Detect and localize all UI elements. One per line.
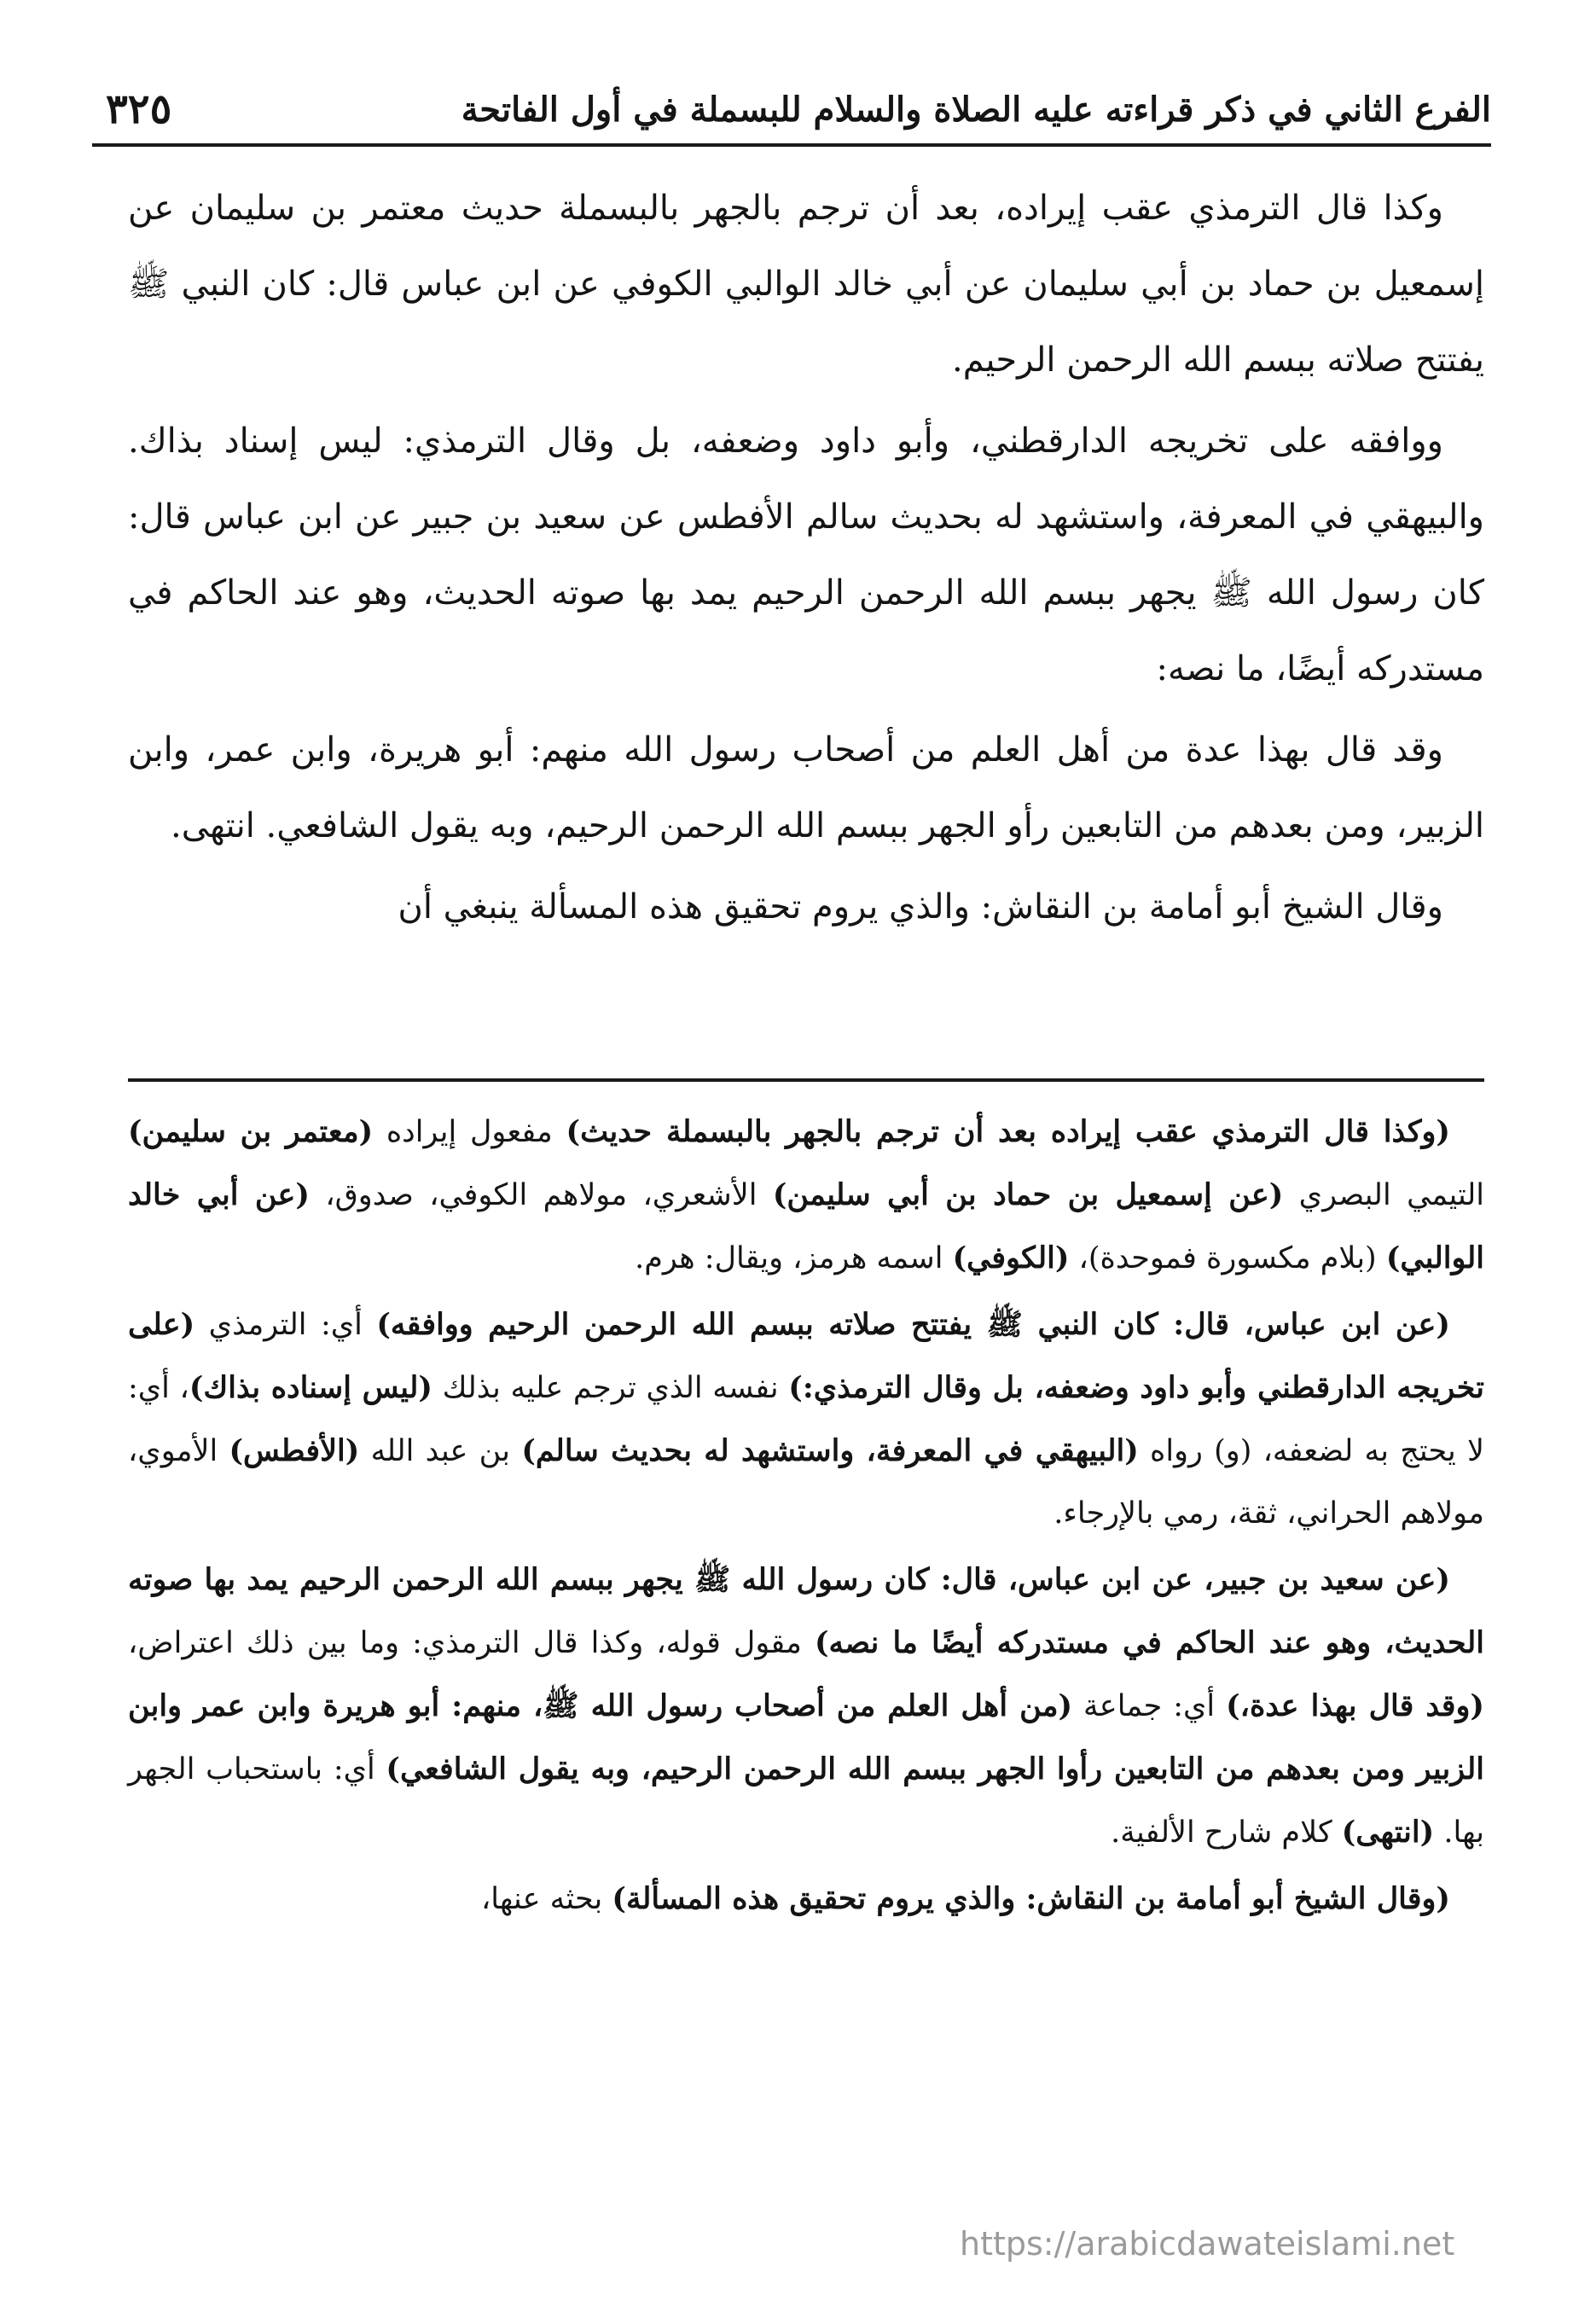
quoted-text: (الأفطس) <box>229 1433 360 1468</box>
page-header <box>92 75 1491 143</box>
quoted-text: (عن ابن عباس، قال: كان النبي ﷺ يفتتح صلاته ببسم الله الرحمن الرحيم ووافقه) <box>376 1307 1450 1342</box>
running-title: الفرع الثاني في ذكر قراءته عليه الصلاة والسلام للبسملة في أول الفاتحة <box>461 89 1491 130</box>
commentary-text-run: كلام شارح الألفية. <box>1111 1816 1342 1850</box>
header-rule <box>92 143 1491 147</box>
commentary-text-run: أي: باستحباب الجهر بها. <box>128 1752 1484 1850</box>
quoted-text: (عن أبي خالد الوالبي) <box>128 1177 1484 1275</box>
quoted-text: (انتهى) <box>1341 1815 1435 1850</box>
quoted-text: (وقد قال بهذا عدة،) <box>1226 1688 1484 1723</box>
quoted-text: (عن سعيد بن جبير، عن ابن عباس، قال: كان رسول الله ﷺ يجهر ببسم الله الرحمن الرحيم يمد بها صوته الحديث، وهو عند الحاكم في مستدركه أيضًا ما نصه) <box>128 1562 1484 1660</box>
commentary-text-run: مقول قوله، وكذا قال الترمذي: وما بين ذلك اعتراض، <box>128 1626 815 1660</box>
quoted-text: (من أهل العلم من أصحاب رسول الله ﷺ، منهم: أبو هريرة وابن عمر وابن الزبير ومن بعدهم من التابعين رأوا الجهر ببسم الله الرحمن الرحيم، وبه يقول الشافعي) <box>128 1688 1484 1787</box>
commentary-paragraph <box>128 1548 1484 1864</box>
footnote-separator <box>128 1078 1484 1082</box>
main-paragraph: ووافقه على تخريجه الدارقطني، وأبو داود وضعفه، بل وقال الترمذي: ليس إسناد بذاك. والبيهقي في المعرفة، واستشهد له بحديث سالم الأفطس عن سعيد بن جبير عن ابن عباس قال: كان رسول الله ﷺ يجهر ببسم الله الرحمن الرحيم يمد بها صوته الحديث، وهو عند الحاكم في مستدركه أيضًا، ما نصه: <box>128 421 1484 688</box>
quoted-text: (عن إسمعيل بن حماد بن أبي سليمن) <box>772 1177 1284 1212</box>
main-paragraph: وكذا قال الترمذي عقب إيراده، بعد أن ترجم بالجهر بالبسملة حديث معتمر بن سليمان عن إسمعيل بن حماد بن أبي سليمان عن أبي خالد الوالبي الكوفي عن ابن عباس قال: كان النبي ﷺ يفتتح صلاته ببسم الله الرحمن الرحيم. <box>128 189 1484 380</box>
quoted-text: (على تخريجه الدارقطني وأبو داود وضعفه، بل وقال الترمذي:) <box>128 1307 1484 1405</box>
commentary-text-run: بن عبد الله <box>359 1434 522 1468</box>
commentary-text-run: اسمه هرمز، ويقال: هرم. <box>635 1241 953 1275</box>
main-paragraph: وقال الشيخ أبو أمامة بن النقاش: والذي يروم تحقيق هذه المسألة ينبغي أن <box>398 887 1443 927</box>
quoted-text: (البيهقي في المعرفة، واستشهد له بحديث سالم) <box>521 1433 1139 1468</box>
quoted-text: (وكذا قال الترمذي عقب إيراده بعد أن ترجم بالجهر بالبسملة حديث) <box>566 1114 1450 1149</box>
watermark-url: https://arabicdawateislami.net <box>960 2225 1455 2263</box>
commentary-paragraph <box>128 1868 1484 1931</box>
commentary-text-run: مفعول إيراده <box>373 1115 566 1149</box>
quoted-text: (معتمر بن سليمن) <box>128 1114 374 1149</box>
quoted-text: (الكوفي) <box>952 1240 1070 1275</box>
commentary-text-run: الأشعري، مولاهم الكوفي، صدوق، <box>309 1178 773 1212</box>
commentary-text-run: أي: الترمذي <box>194 1308 377 1342</box>
commentary-text-run: ، أي: لا يحتج به لضعفه، (و) رواه <box>128 1371 1484 1468</box>
quoted-text: (ليس إسناده بذاك) <box>189 1370 432 1405</box>
commentary-paragraph <box>128 1101 1484 1290</box>
commentary-text <box>128 1101 1484 1934</box>
commentary-paragraph <box>128 1293 1484 1545</box>
commentary-text-run: أي: جماعة <box>1072 1689 1227 1723</box>
main-paragraph: وقد قال بهذا عدة من أهل العلم من أصحاب رسول الله منهم: أبو هريرة، وابن عمر، وابن الزبير، ومن بعدهم من التابعين رأو الجهر ببسم الله الرحمن الرحيم، وبه يقول الشافعي. انتهى. <box>128 730 1484 845</box>
commentary-text-run: التيمي البصري <box>1283 1178 1484 1212</box>
quoted-text: (وقال الشيخ أبو أمامة بن النقاش: والذي يروم تحقيق هذه المسألة) <box>612 1881 1450 1916</box>
commentary-text-run: بحثه عنها، <box>480 1882 612 1916</box>
page-number: ٣٢٥ <box>106 85 172 133</box>
commentary-text-run: الأموي، مولاهم الحراني، ثقة، رمي بالإرجاء. <box>128 1434 1484 1531</box>
commentary-text-run: نفسه الذي ترجم عليه بذلك <box>432 1371 789 1405</box>
main-text <box>128 171 1484 950</box>
commentary-text-run: (بلام مكسورة فموحدة)، <box>1069 1241 1386 1275</box>
